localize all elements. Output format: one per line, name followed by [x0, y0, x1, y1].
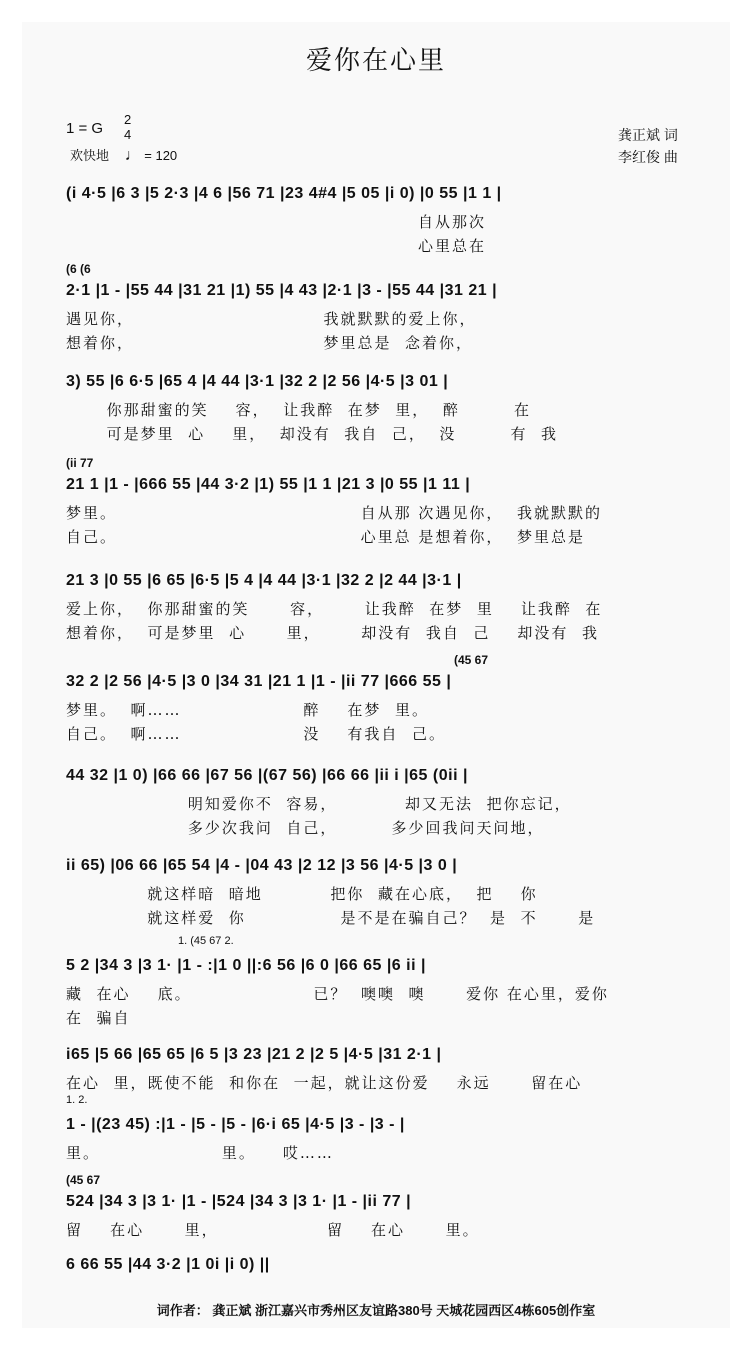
- lyric-verse-2: 想着你， 梦里总是 念着你，: [66, 334, 474, 352]
- song-title: 爱你在心里: [305, 45, 446, 75]
- notes: (i 4·5 |6 3 |5 2·3 |4 6 |56 71 |23 4#4 |5 05 |i 0) |0 55 |1 1 |: [66, 185, 502, 202]
- notes: 32 2 |2 56 |4·5 |3 0 |34 31 |21 1 |1 - |ii 77 |666 55 |: [66, 673, 452, 690]
- lyric-verse-1: 遇见你， 我就默默的爱上你，: [66, 310, 477, 328]
- lyric-verse-2: 在 骗自: [66, 1009, 131, 1027]
- lyric-verse-1: 留 在心 里， 留 在心 里。: [66, 1221, 480, 1239]
- notes: 21 1 |1 - |666 55 |44 3·2 |1) 55 |1 1 |21 3 |0 55 |1 11 |: [66, 476, 471, 493]
- notes: i65 |5 66 |65 65 |6 5 |3 23 |21 2 |2 5 |4·5 |31 2·1 |: [66, 1046, 442, 1063]
- lyric-verse-2: 多少次我问 自己， 多少回我问天问地，: [66, 819, 545, 837]
- credits: [618, 124, 678, 168]
- quarter-note-icon: ♩: [124, 147, 141, 164]
- time-top: 2: [124, 112, 132, 127]
- notes: 2·1 |1 - |55 44 |31 21 |1) 55 |4 43 |2·1 |3 - |55 44 |31 21 |: [66, 282, 498, 299]
- line-annotation: (45 67: [454, 653, 489, 667]
- composer: 李红俊 曲: [618, 149, 678, 165]
- line-annotation: (ii 77: [66, 456, 94, 470]
- volta-brackets: 1. (45 67 2.: [178, 935, 234, 947]
- lyric-verse-1: 就这样暗 暗地 把你 藏在心底， 把 你: [66, 885, 538, 903]
- lyric-verse-2: 自己。 啊…… 没 有我自 己。: [66, 725, 446, 743]
- notes: 21 3 |0 55 |6 65 |6·5 |5 4 |4 44 |3·1 |32 2 |2 44 |3·1 |: [66, 572, 462, 589]
- key-label: 1 = G: [66, 120, 104, 137]
- notes: 524 |34 3 |3 1· |1 - |524 |34 3 |3 1· |1 - |ii 77 |: [66, 1193, 412, 1210]
- lyric-verse-1: 在心 里，既使不能 和你在 一起，就让这份爱 永远 留在心: [66, 1074, 583, 1092]
- lyric-verse-1: 梦里。 啊…… 醉 在梦 里。: [66, 701, 429, 719]
- tempo-mood: 欢快地: [70, 148, 110, 163]
- volta-brackets: 1. 2.: [66, 1094, 88, 1106]
- key-signature: [66, 112, 132, 142]
- lyric-verse-2: 可是梦里 心 里， 却没有 我自 己， 没 有 我: [66, 425, 559, 443]
- lyric-verse-1: 梦里。 自从那 次遇见你， 我就默默的: [66, 504, 602, 522]
- lyric-verse-2: 想着你， 可是梦里 心 里， 却没有 我自 己 却没有 我: [66, 624, 599, 642]
- lyricist: 龚正斌 词: [618, 127, 678, 143]
- lyric-verse-1: 里。 里。 哎……: [66, 1144, 334, 1162]
- lyric-verse-1: 你那甜蜜的笑 容， 让我醉 在梦 里， 醉 在: [66, 401, 531, 419]
- lyric-verse-1: 爱上你， 你那甜蜜的笑 容， 让我醉 在梦 里 让我醉 在: [66, 600, 603, 618]
- notes: 5 2 |34 3 |3 1· |1 - :|1 0 ||:6 56 |6 0 |66 65 |6 ii |: [66, 957, 426, 974]
- lyric-verse-2: 自己。 心里总 是想着你， 梦里总是: [66, 528, 585, 546]
- notes: 1 - |(23 45) :|1 - |5 - |5 - |6·i 65 |4·5 |3 - |3 - |: [66, 1116, 405, 1133]
- lyric-verse-2: 心里总在: [66, 237, 486, 255]
- time-signature: [124, 112, 131, 142]
- notes: 6 66 55 |44 3·2 |1 0i |i 0) ||: [66, 1256, 270, 1273]
- lyric-verse-2: 就这样爱 你 是不是在骗自己？ 是 不 是: [66, 909, 596, 927]
- line-annotation: (6 (6: [66, 262, 91, 276]
- author-footer: 词作者： 龚正斌 浙江嘉兴市秀州区友谊路380号 天城花园西区4栋605创作室: [156, 1303, 596, 1318]
- time-bottom: 4: [124, 127, 132, 142]
- notes: 3) 55 |6 6·5 |65 4 |4 44 |3·1 |32 2 |2 56 |4·5 |3 01 |: [66, 373, 449, 390]
- lyric-verse-1: 藏 在心 底。 已？ 噢噢 噢 爱你 在心里，爱你: [66, 985, 609, 1003]
- line-annotation: (45 67: [66, 1173, 101, 1187]
- lyric-verse-1: 自从那次: [66, 213, 486, 231]
- tempo-bpm: = 120: [144, 148, 178, 163]
- notes: 44 32 |1 0) |66 66 |67 56 |(67 56) |66 66 |ii i |65 (0ii |: [66, 767, 468, 784]
- lyric-verse-1: 明知爱你不 容易， 却又无法 把你忘记，: [66, 795, 572, 813]
- tempo-marking: [70, 145, 177, 165]
- notes: ii 65) |06 66 |65 54 |4 - |04 43 |2 12 |3 56 |4·5 |3 0 |: [66, 857, 458, 874]
